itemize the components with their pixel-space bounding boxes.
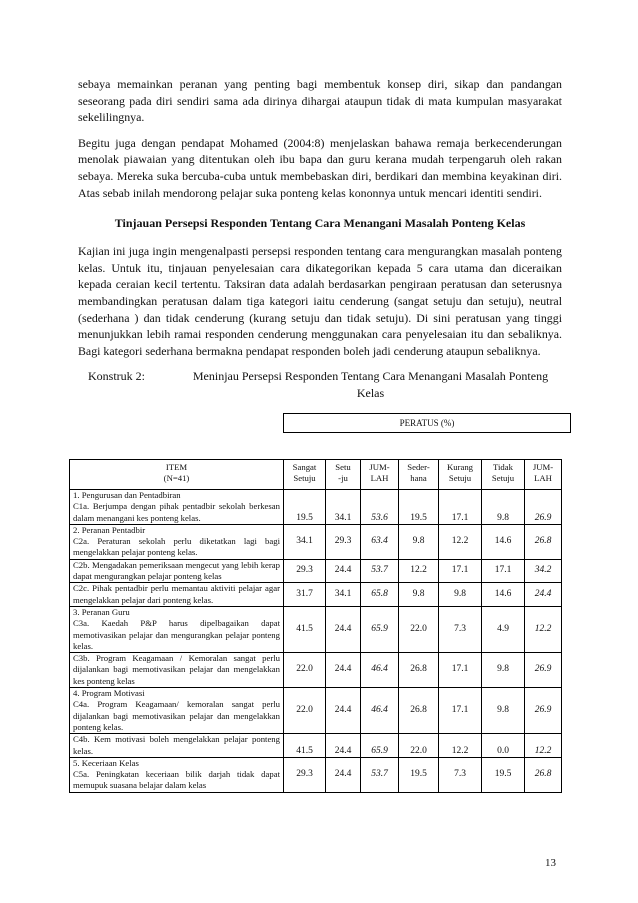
value-cell: 9.8 <box>482 490 525 525</box>
value-cell: 22.0 <box>399 606 439 652</box>
value-cell: 41.5 <box>284 606 326 652</box>
total-cell: 65.9 <box>361 606 399 652</box>
column-header <box>482 460 525 490</box>
value-cell: 22.0 <box>284 653 326 688</box>
column-header-top: Setu <box>335 462 351 472</box>
value-cell: 7.3 <box>439 757 482 792</box>
value-cell: 7.3 <box>439 606 482 652</box>
item-cell: C4b. Kem motivasi boleh mengelakkan pelajar ponteng kelas. <box>70 734 284 758</box>
value-cell: 34.1 <box>326 583 361 607</box>
construct-title: Meninjau Persepsi Responden Tentang Cara Menangani Masalah Ponteng Kelas <box>192 369 549 400</box>
table-row <box>70 757 562 792</box>
column-header-bottom: Setuju <box>491 473 515 484</box>
value-cell: 22.0 <box>399 734 439 758</box>
column-header-top: JUM- <box>369 462 390 472</box>
item-header-count: (N=41) <box>163 473 190 484</box>
total-cell: 26.8 <box>525 757 562 792</box>
column-header-top: Seder- <box>407 462 430 472</box>
table-row <box>70 490 562 525</box>
value-cell: 22.0 <box>284 688 326 734</box>
column-header-bottom: -ju <box>338 473 348 484</box>
value-cell: 9.8 <box>482 653 525 688</box>
paragraph-3: Kajian ini juga ingin mengenalpasti persepsi responden tentang cara mengurangkan masalah ponteng kelas. Untuk itu, tinjauan penyelesaian cara dikategorikan kepada 5 cara utama dan diceraikan kepada ceraian kecil tertentu. Taksiran data adalah berdasarkan pengiraan peratusan dan seterusnya membandingkan peratusan dalam tiga kategori iaitu cenderung (sangat setuju dan setuju), neutral (sederhana ) dan tidak cenderung (kurang setuju dan tidak setuju). Di sini peratusan yang tinggi menunjukkan lebih ramai responden cenderung menggunakan cara penyelesaian itu dan sebaliknya. Bagi kategori sederhana bermakna pendapat responden boleh jadi cenderung ataupun sebaliknya. <box>78 244 562 358</box>
table-row <box>70 653 562 688</box>
value-cell: 29.3 <box>326 524 361 559</box>
item-cell: C3b. Program Keagamaan / Kemoralan sangat perlu dijalankan bagi memotivasikan pelajar dan mengelakkan kes ponteng kelas <box>70 653 284 688</box>
value-cell: 19.5 <box>284 490 326 525</box>
value-cell: 24.4 <box>326 688 361 734</box>
total-cell: 24.4 <box>525 583 562 607</box>
construct-caption <box>78 368 562 401</box>
peratus-header: PERATUS (%) <box>283 413 571 433</box>
value-cell: 9.8 <box>482 688 525 734</box>
value-cell: 19.5 <box>399 490 439 525</box>
total-cell: 12.2 <box>525 606 562 652</box>
construct-label: Konstruk 2: <box>88 369 145 384</box>
value-cell: 26.8 <box>399 653 439 688</box>
value-cell: 31.7 <box>284 583 326 607</box>
value-cell: 12.2 <box>439 734 482 758</box>
value-cell: 41.5 <box>284 734 326 758</box>
value-cell: 24.4 <box>326 734 361 758</box>
value-cell: 19.5 <box>399 757 439 792</box>
survey-table <box>69 459 562 793</box>
value-cell: 12.2 <box>399 559 439 583</box>
value-cell: 17.1 <box>439 688 482 734</box>
total-cell: 34.2 <box>525 559 562 583</box>
column-header <box>361 460 399 490</box>
item-cell: 4. Program Motivasi C4a. Program Keagamaan/ kemoralan sangat perlu dijalankan bagi memotivasikan pelajar dan mengelakkan ponteng kelas. <box>70 688 284 734</box>
total-cell: 46.4 <box>361 688 399 734</box>
table-header-row <box>70 460 562 490</box>
column-header <box>399 460 439 490</box>
value-cell: 34.1 <box>284 524 326 559</box>
total-cell: 65.8 <box>361 583 399 607</box>
column-header <box>439 460 482 490</box>
value-cell: 29.3 <box>284 757 326 792</box>
total-cell: 46.4 <box>361 653 399 688</box>
total-cell: 26.8 <box>525 524 562 559</box>
total-cell: 53.7 <box>361 757 399 792</box>
value-cell: 29.3 <box>284 559 326 583</box>
paragraph-2: Begitu juga dengan pendapat Mohamed (2004:8) menjelaskan bahawa remaja berkecenderungan menolak piawaian yang ditentukan oleh ibu bapa dan guru kerana mudah terpengaruh oleh rakan sebaya. Mereka suka bercuba-cuba untuk membebaskan diri, berdikari dan membina keyakinan diri. Atas sebab inilah mendorong pelajar suka ponteng kelas kononnya untuk mencari identiti sendiri. <box>78 135 562 200</box>
page-body <box>78 76 562 433</box>
value-cell: 9.8 <box>439 583 482 607</box>
value-cell: 34.1 <box>326 490 361 525</box>
page-number: 13 <box>545 857 556 869</box>
value-cell: 24.4 <box>326 559 361 583</box>
item-cell: 2. Peranan Pentadbir C2a. Peraturan sekolah perlu diketatkan lagi bagi mengelakkan pelajar ponteng kelas. <box>70 524 284 559</box>
table-row <box>70 606 562 652</box>
value-cell: 12.2 <box>439 524 482 559</box>
table-row <box>70 583 562 607</box>
table-row <box>70 559 562 583</box>
value-cell: 4.9 <box>482 606 525 652</box>
total-cell: 26.9 <box>525 490 562 525</box>
value-cell: 14.6 <box>482 524 525 559</box>
item-header <box>70 460 284 490</box>
total-cell: 26.9 <box>525 653 562 688</box>
column-header-top: Tidak <box>493 462 513 472</box>
section-heading: Tinjauan Persepsi Responden Tentang Cara Menangani Masalah Ponteng Kelas <box>114 216 526 231</box>
column-header-top: Kurang <box>446 462 474 472</box>
table-row <box>70 524 562 559</box>
value-cell: 9.8 <box>399 583 439 607</box>
value-cell: 0.0 <box>482 734 525 758</box>
item-header-label: ITEM <box>165 462 188 472</box>
value-cell: 17.1 <box>439 490 482 525</box>
item-cell: 3. Peranan Guru C3a. Kaedah P&P harus dipelbagaikan dapat memotivasikan pelajar dan mengurangkan pelajar ponteng kelas. <box>70 606 284 652</box>
column-header-bottom: Setuju <box>448 473 472 484</box>
value-cell: 17.1 <box>439 653 482 688</box>
total-cell: 26.9 <box>525 688 562 734</box>
value-cell: 14.6 <box>482 583 525 607</box>
table-row <box>70 734 562 758</box>
total-cell: 12.2 <box>525 734 562 758</box>
item-cell: 1. Pengurusan dan Pentadbiran C1a. Berjumpa dengan pihak pentadbir sekolah berkesan dalam menangani kes ponteng kelas. <box>70 490 284 525</box>
column-header-top: JUM- <box>532 462 554 472</box>
total-cell: 65.9 <box>361 734 399 758</box>
column-header <box>326 460 361 490</box>
item-cell: 5. Keceriaan Kelas C5a. Peningkatan keceriaan bilik darjah tidak dapat memupuk suasana belajar dalam kelas <box>70 757 284 792</box>
total-cell: 63.4 <box>361 524 399 559</box>
value-cell: 19.5 <box>482 757 525 792</box>
table-row <box>70 688 562 734</box>
column-header-top: Sangat <box>292 462 317 472</box>
value-cell: 24.4 <box>326 653 361 688</box>
column-header <box>525 460 562 490</box>
item-cell: C2b. Mengadakan pemeriksaan mengecut yang lebih kerap dapat mengurangkan pelajar ponteng kelas <box>70 559 284 583</box>
column-header-bottom: hana <box>410 473 427 484</box>
column-header <box>284 460 326 490</box>
value-cell: 26.8 <box>399 688 439 734</box>
column-header-bottom: LAH <box>370 473 389 484</box>
total-cell: 53.6 <box>361 490 399 525</box>
value-cell: 9.8 <box>399 524 439 559</box>
value-cell: 17.1 <box>482 559 525 583</box>
total-cell: 53.7 <box>361 559 399 583</box>
value-cell: 24.4 <box>326 757 361 792</box>
paragraph-1: sebaya memainkan peranan yang penting bagi membentuk konsep diri, sikap dan pandangan seseorang pada diri sendiri sama ada dirinya dihargai ataupun tidak di mata kumpulan masyarakat sekelilingnya. <box>78 77 562 125</box>
column-header-bottom: Setuju <box>293 473 316 484</box>
value-cell: 24.4 <box>326 606 361 652</box>
value-cell: 17.1 <box>439 559 482 583</box>
item-cell: C2c. Pihak pentadbir perlu memantau aktiviti pelajar agar mengelakkan pelajar dari ponteng kelas. <box>70 583 284 607</box>
column-header-bottom: LAH <box>534 473 552 484</box>
